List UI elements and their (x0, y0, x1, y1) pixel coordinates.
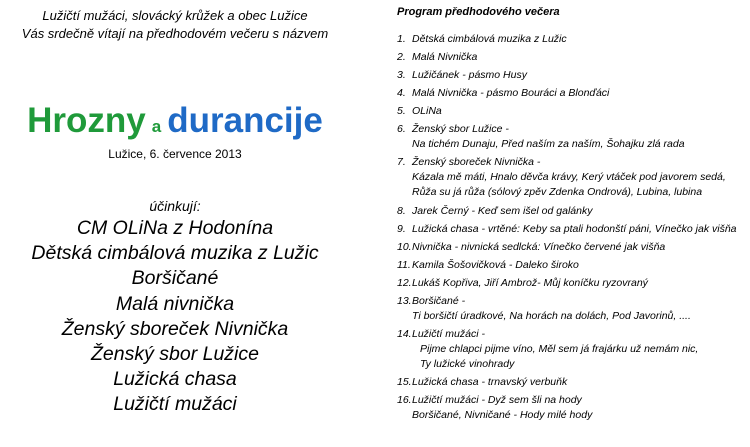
program-item: 13.Boršičané - Ti boršičtí úradkové, Na horách na dolách, Pod Javorinů, .... (397, 295, 691, 322)
program-title: Program předhodového večera (397, 6, 560, 18)
program-item: 7. Ženský sboreček Nivnička - Kázala mě máti, Hnalo děvča krávy, Kerý vtáček pod javorem sedá, Růža su já růža (sólový zpěv Zdenka Ondrová), Lubina, lubina (397, 156, 726, 198)
performer-item: Lužická chasa (113, 368, 237, 391)
program-item: 9. Lužická chasa - vrtěné: Keby sa ptali hodonští páni, Vínečko jak višňa (397, 223, 737, 235)
program-item: 8. Jarek Černý - Keď sem išel od galánky (397, 205, 593, 217)
program-item: 12.Lukáš Kopřiva, Jiří Ambrož- Můj koníčku ryzovraný (397, 277, 648, 289)
event-title (0, 100, 350, 148)
program-item: 5. OLiNa (397, 105, 442, 117)
date-place: Lužice, 6. července 2013 (108, 147, 242, 161)
title-conjunction: a (151, 117, 162, 136)
performer-item: CM OLiNa z Hodonína (76, 217, 274, 239)
program-item: 10.Nivnička - nivnická sedlcká: Vínečko červené jak višňa (397, 241, 666, 253)
title-word-durancije: durancije (167, 101, 323, 140)
program-item: 1. Dětská cimbálová muzika z Lužic (397, 33, 567, 45)
performer-item: Dětská cimbálová muzika z Lužic (31, 242, 319, 265)
program-list (397, 32, 737, 423)
program-item: 3. Lužičánek - pásmo Husy (397, 69, 527, 81)
program-item: 4. Malá Nivnička - pásmo Bouráci a Blonďáci (397, 87, 610, 99)
performer-item: Ženský sbor Lužice (91, 343, 259, 366)
performer-item: Ženský sboreček Nivnička (61, 317, 289, 340)
performer-item: Malá nivnička (115, 292, 235, 315)
program-panel (397, 0, 750, 447)
program-item: 16.Lužičtí mužáci - Dyž sem šli na hody Boršičané, Nivničané - Hody milé hody (397, 394, 593, 421)
program-item: 11.Kamila Šošovičková - Daleko široko (397, 259, 579, 271)
performer-item: Lužičtí mužáci (113, 393, 237, 416)
title-word-hrozny: Hrozny (27, 101, 146, 140)
performers-label: účinkují: (149, 198, 201, 214)
performers-list (0, 216, 350, 418)
program-item: 15.Lužická chasa - trnavský verbuňk (397, 376, 568, 388)
intro-line-2: Vás srdečně vítají na předhodovém večeru s názvem (21, 26, 329, 41)
program-item: 6. Ženský sbor Lužice - Na tichém Dunaju, Před naším za naším, Šohajku zlá rada (397, 123, 685, 150)
intro-line-1: Lužičtí mužáci, slovácký krůžek a obec Lužice (42, 8, 308, 23)
invitation-panel (0, 0, 350, 447)
program-item: 14.Lužičtí mužáci - Pijme chlapci pijme víno, Měl sem já frajárku už nemám nic, Ty lužické vinohrady (397, 328, 699, 370)
performer-item: Boršičané (131, 267, 219, 290)
program-item: 2. Malá Nivnička (397, 51, 478, 63)
